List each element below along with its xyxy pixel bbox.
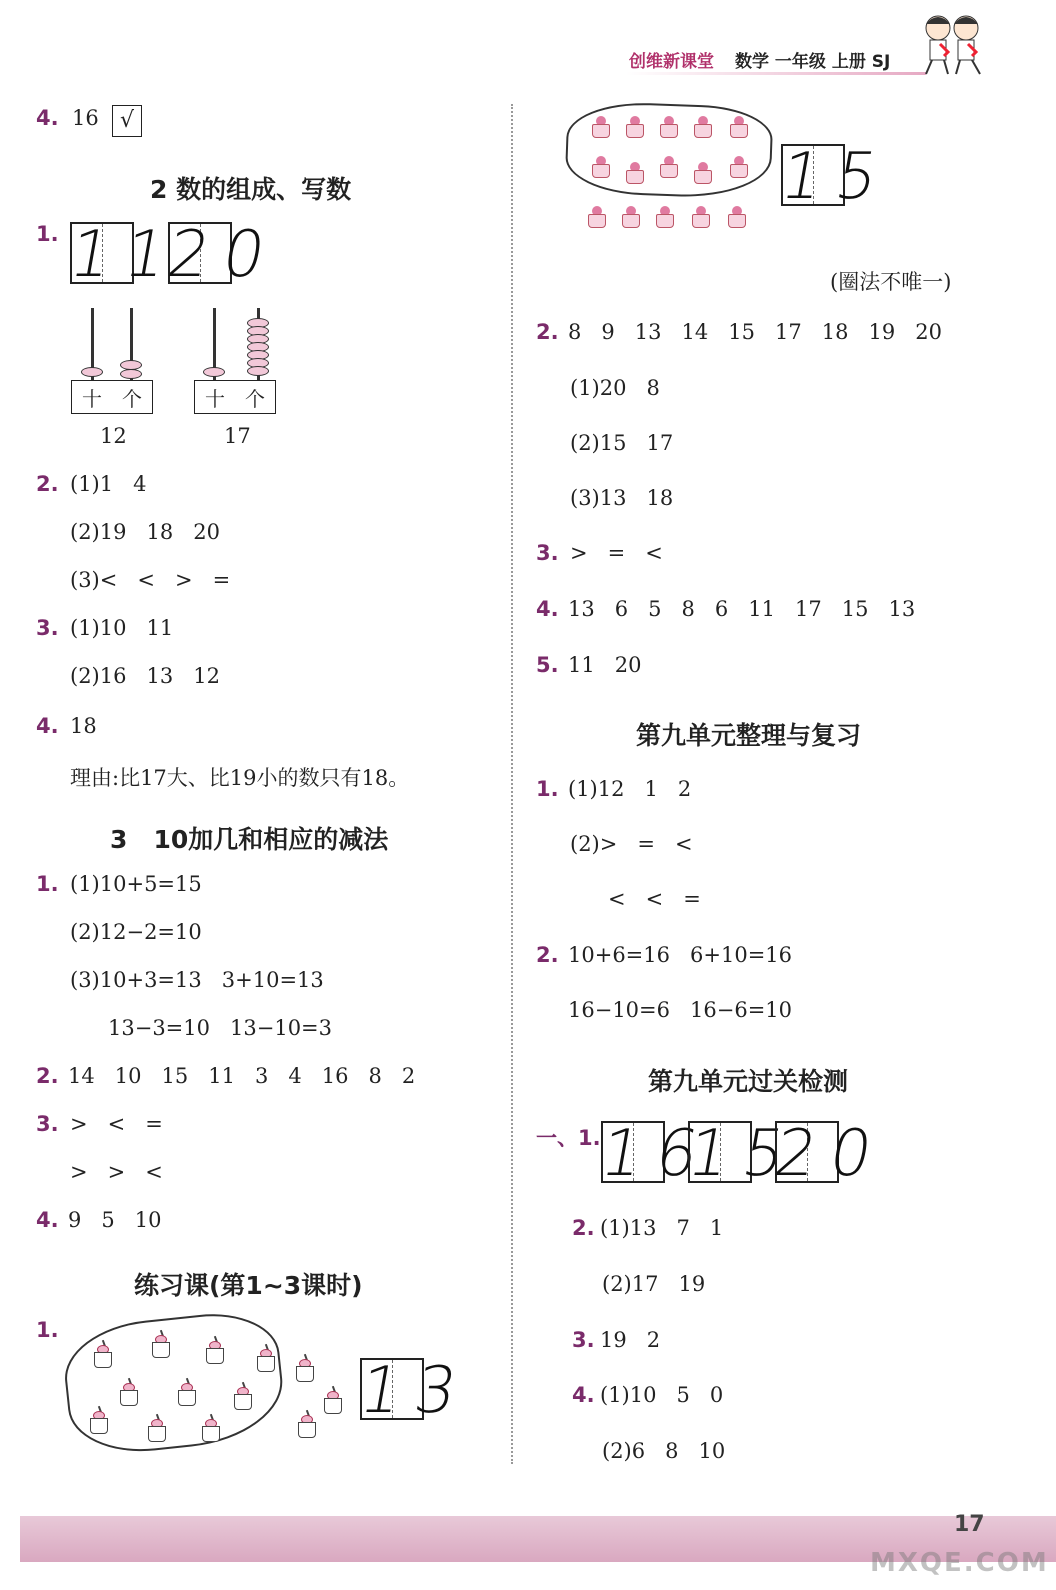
right-q2-line2: (1)20 8 [570, 376, 660, 400]
cupcake-icon [92, 1340, 114, 1368]
cake-icon [692, 162, 714, 184]
cupcake-icon [146, 1414, 168, 1442]
test-q4-number: 4. [572, 1383, 595, 1407]
review-q2-line2: 16−10=6 16−6=10 [568, 998, 793, 1022]
sec2-q2-line3: (3)< < > = [70, 568, 231, 592]
section-title-3: 3 10加几和相应的减法 [110, 825, 389, 854]
digit-grid-16 [595, 1117, 718, 1191]
sec3-q3-line1: > < = [70, 1112, 163, 1136]
sec3-q1-line2: (2)12−2=10 [70, 920, 202, 944]
cake-icon [690, 206, 712, 228]
cake-icon [726, 206, 748, 228]
practice-title: 练习课(第1~3课时) [134, 1271, 363, 1300]
abacus2-value: 17 [224, 424, 251, 448]
digit-grid-text: 16 [595, 1117, 718, 1191]
review-q1-line1: (1)12 1 2 [568, 777, 692, 801]
bead [120, 369, 142, 379]
header-rule [626, 72, 926, 75]
digit-grid-text: 15 [682, 1117, 805, 1191]
sec2-q2-line1: (1)1 4 [70, 472, 147, 496]
q4-answer: 16 [72, 106, 99, 130]
cake-icon [624, 162, 646, 184]
cake-icon [728, 156, 750, 178]
cupcake-icon [296, 1410, 318, 1438]
cupcake-icon [322, 1386, 344, 1414]
cake-icon [590, 116, 612, 138]
right-q2-line3: (2)15 17 [570, 431, 674, 455]
abacus-ones-label: 个 [122, 386, 142, 411]
sec2-q4-answer: 18 [70, 714, 97, 738]
sec2-q4-number: 4. [36, 714, 59, 738]
review-q2-line1: 10+6=16 6+10=16 [568, 943, 793, 967]
sec3-q1-line4: 13−3=10 13−10=3 [108, 1016, 333, 1040]
right-q2-number: 2. [536, 320, 559, 344]
sec2-q1-number: 1. [36, 222, 59, 246]
right-q4-number: 4. [536, 597, 559, 621]
abacus-base [194, 380, 276, 414]
sec3-q2-answer: 14 10 15 11 3 4 16 8 2 [68, 1064, 416, 1088]
cupcake-icon [150, 1330, 172, 1358]
right-q3-answer: > = < [570, 541, 663, 565]
abacus-tens-label: 十 [82, 386, 102, 411]
sec3-q1-line1: (1)10+5=15 [70, 872, 202, 896]
sec3-q4-number: 4. [36, 1208, 59, 1232]
test-q2-line1: (1)13 7 1 [600, 1216, 724, 1240]
sec2-q4-reason: 理由:比17大、比19小的数只有18。 [70, 766, 410, 790]
test-q2-number: 2. [572, 1216, 595, 1240]
kids-illustration [918, 8, 988, 80]
watermark: MXQE.COM [870, 1548, 1049, 1578]
right-q5-number: 5. [536, 653, 559, 677]
sec3-q2-number: 2. [36, 1064, 59, 1088]
cake-icon [654, 206, 676, 228]
right-q3-number: 3. [536, 541, 559, 565]
digit-grid-text: 15 [775, 140, 898, 214]
cupcake-icon [118, 1378, 140, 1406]
abacus1-value: 12 [100, 424, 127, 448]
digit-grid-11 [64, 218, 187, 292]
cupcake-icon [204, 1336, 226, 1364]
digit-grid-20b [769, 1117, 892, 1191]
practice-q1-number: 1. [36, 1318, 59, 1342]
bead [81, 367, 103, 377]
sec2-q3-line2: (2)16 13 12 [70, 664, 220, 688]
cupcake-icon [200, 1414, 222, 1442]
column-divider [511, 104, 513, 1464]
digit-grid-13 [354, 1354, 477, 1428]
sec3-q3-number: 3. [36, 1112, 59, 1136]
review-title: 第九单元整理与复习 [636, 721, 862, 750]
test-q3-answer: 19 2 [600, 1328, 661, 1352]
test-q3-number: 3. [572, 1328, 595, 1352]
digit-grid-text: 13 [354, 1354, 477, 1428]
check-box: √ [112, 105, 142, 137]
test-q2-line2: (2)17 19 [602, 1272, 706, 1296]
cupcake-icon [294, 1354, 316, 1382]
note-text: (圈法不唯一) [830, 270, 952, 294]
sec2-q2-line2: (2)19 18 20 [70, 520, 220, 544]
test-q4-line1: (1)10 5 0 [600, 1383, 724, 1407]
right-q4-answer: 13 6 5 8 6 11 17 15 13 [568, 597, 916, 621]
header-subject: 数学 一年级 上册 SJ [735, 52, 891, 72]
header-brand: 创维新课堂 [629, 52, 714, 72]
review-q1-line2: (2)> = < [570, 832, 693, 856]
digit-grid-15 [775, 140, 898, 214]
cake-icon [590, 156, 612, 178]
q4-number: 4. [36, 106, 59, 130]
sec2-q3-number: 3. [36, 616, 59, 640]
cake-icon [620, 206, 642, 228]
section-title-2: 2 数的组成、写数 [150, 175, 352, 204]
cake-icon [658, 156, 680, 178]
digit-grid-text: 20 [162, 218, 285, 292]
abacus-ones-label: 个 [245, 386, 265, 411]
right-q2-line4: (3)13 18 [570, 486, 674, 510]
cake-icon [728, 116, 750, 138]
test-q1-number: 一、1. [536, 1126, 601, 1150]
digit-grid-text: 20 [769, 1117, 892, 1191]
bead [247, 366, 269, 376]
sec3-q4-answer: 9 5 10 [68, 1208, 162, 1232]
right-q5-answer: 11 20 [568, 653, 642, 677]
sec3-q1-line3: (3)10+3=13 3+10=13 [70, 968, 324, 992]
cake-icon [658, 116, 680, 138]
sec3-q1-number: 1. [36, 872, 59, 896]
sec2-q2-number: 2. [36, 472, 59, 496]
abacus-base [71, 380, 153, 414]
digit-grid-20 [162, 218, 285, 292]
cupcake-icon [232, 1382, 254, 1410]
digit-grid-text: 11 [64, 218, 187, 292]
cake-icon [692, 116, 714, 138]
bead [203, 367, 225, 377]
page-number: 17 [954, 1512, 985, 1537]
cupcake-icon [88, 1406, 110, 1434]
review-q2-number: 2. [536, 943, 559, 967]
cupcake-icon [255, 1344, 277, 1372]
test-title: 第九单元过关检测 [648, 1067, 849, 1096]
cupcake-icon [176, 1378, 198, 1406]
right-q2-line1: 8 9 13 14 15 17 18 19 20 [568, 320, 942, 344]
abacus-tens-label: 十 [205, 386, 225, 411]
review-q1-number: 1. [536, 777, 559, 801]
test-q4-line2: (2)6 8 10 [602, 1439, 726, 1463]
cake-icon [624, 116, 646, 138]
cake-icon [586, 206, 608, 228]
sec2-q3-line1: (1)10 11 [70, 616, 174, 640]
digit-grid-15b [682, 1117, 805, 1191]
sec3-q3-line2: > > < [70, 1160, 163, 1184]
review-q1-line3: < < = [608, 887, 701, 911]
